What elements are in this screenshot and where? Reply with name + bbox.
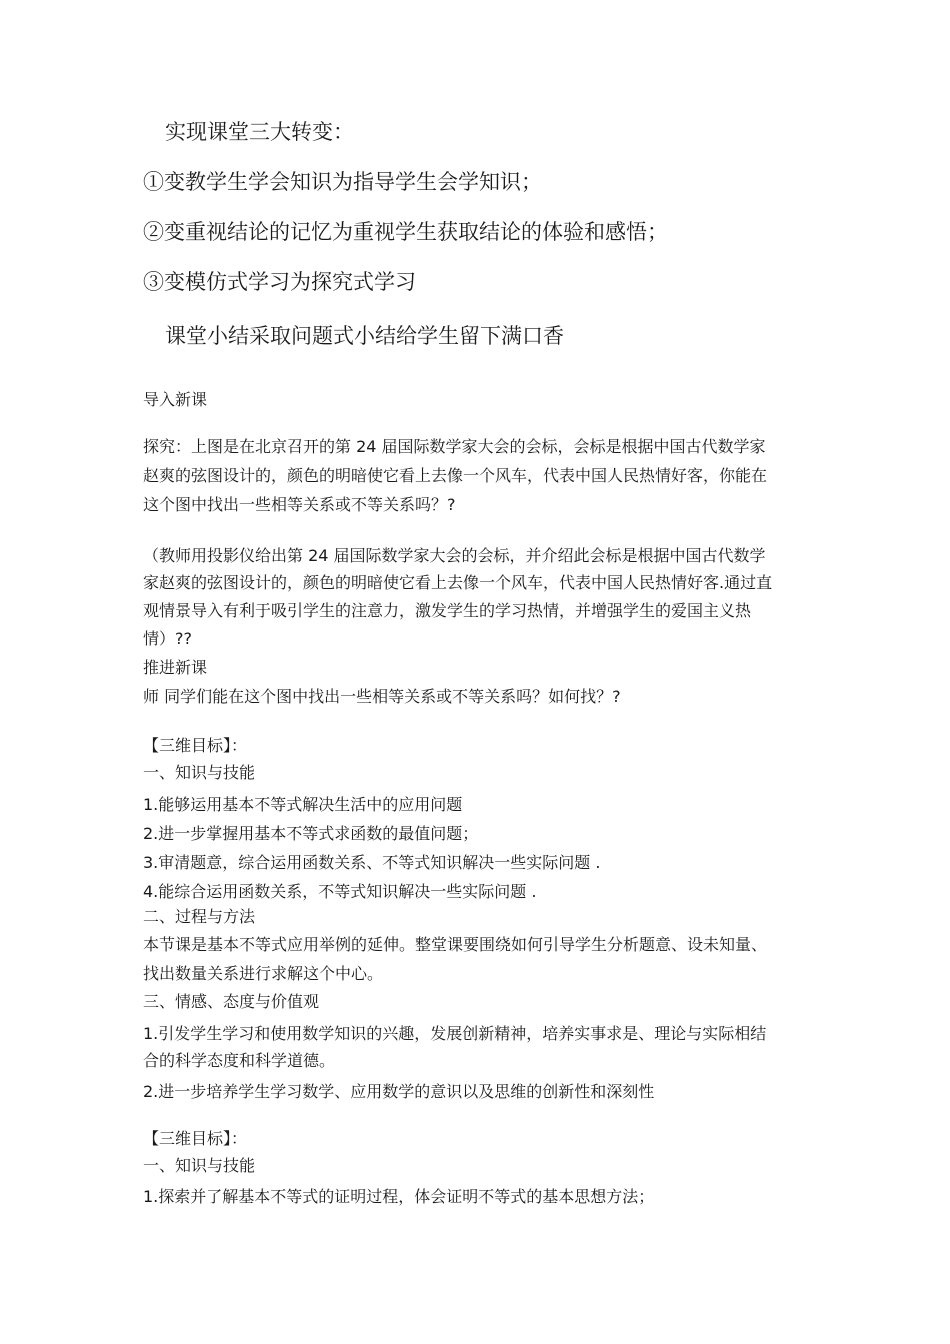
knowledge-item-4: 4.能综合运用函数关系，不等式知识解决一些实际问题 .: [143, 882, 537, 901]
intro-item-1: ①变教学生学会知识为指导学生会学知识；: [143, 170, 542, 194]
teacher-note-line-1: （教师用投影仪给出第 24 届国际数学家大会的会标，并介绍此会标是根据中国古代数学: [143, 546, 766, 565]
knowledge-2-item-1: 1.探索并了解基本不等式的证明过程，体会证明不等式的基本思想方法；: [143, 1187, 655, 1206]
emotion-item-1-line-2: 合的科学态度和科学道德。: [143, 1051, 336, 1070]
explore-line-3: 这个图中找出一些相等关系或不等关系吗？?: [143, 495, 456, 514]
teacher-note-line-3: 观情景导入有利于吸引学生的注意力，激发学生的学习热情，并增强学生的爱国主义热: [143, 601, 752, 620]
advance-heading: 推进新课: [143, 658, 208, 677]
knowledge-item-3: 3.审清题意，综合运用函数关系、不等式知识解决一些实际问题 .: [143, 853, 601, 872]
explore-line-1: 探究：上图是在北京召开的第 24 届国际数学家大会的会标，会标是根据中国古代数学家: [143, 437, 766, 456]
intro-item-2: ②变重视结论的记忆为重视学生获取结论的体验和感悟；: [143, 220, 668, 244]
import-heading: 导入新课: [143, 390, 208, 409]
process-line-2: 找出数量关系进行求解这个中心。: [143, 964, 384, 983]
emotion-item-1-line-1: 1.引发学生学习和使用数学知识的兴趣，发展创新精神，培养实事求是、理论与实际相结: [143, 1024, 767, 1043]
emotion-heading: 三、情感、态度与价值观: [143, 992, 320, 1011]
teacher-note-line-4: 情）??: [143, 629, 192, 648]
explore-line-2: 赵爽的弦图设计的，颜色的明暗使它看上去像一个风车，代表中国人民热情好客，你能在: [143, 466, 768, 485]
knowledge-item-1: 1.能够运用基本不等式解决生活中的应用问题: [143, 795, 463, 814]
intro-heading: 实现课堂三大转变：: [165, 120, 354, 144]
knowledge-item-2: 2.进一步掌握用基本不等式求函数的最值问题；: [143, 824, 479, 843]
emotion-item-2: 2.进一步培养学生学习数学、应用数学的意识以及思维的创新性和深刻性: [143, 1082, 655, 1101]
goals-heading: 【三维目标】：: [143, 736, 248, 755]
intro-item-3: ③变模仿式学习为探究式学习: [143, 270, 416, 294]
knowledge-heading: 一、知识与技能: [143, 763, 256, 782]
teacher-note-line-2: 家赵爽的弦图设计的，颜色的明暗使它看上去像一个风车，代表中国人民热情好客.通过直: [143, 573, 773, 592]
goals-heading-2: 【三维目标】：: [143, 1129, 248, 1148]
teacher-question: 师 同学们能在这个图中找出一些相等关系或不等关系吗？如何找？?: [143, 687, 621, 706]
process-heading: 二、过程与方法: [143, 907, 256, 926]
intro-summary: 课堂小结采取问题式小结给学生留下满口香: [165, 324, 564, 348]
process-line-1: 本节课是基本不等式应用举例的延伸。整堂课要围绕如何引导学生分析题意、设未知量、: [143, 935, 768, 954]
knowledge-heading-2: 一、知识与技能: [143, 1156, 256, 1175]
